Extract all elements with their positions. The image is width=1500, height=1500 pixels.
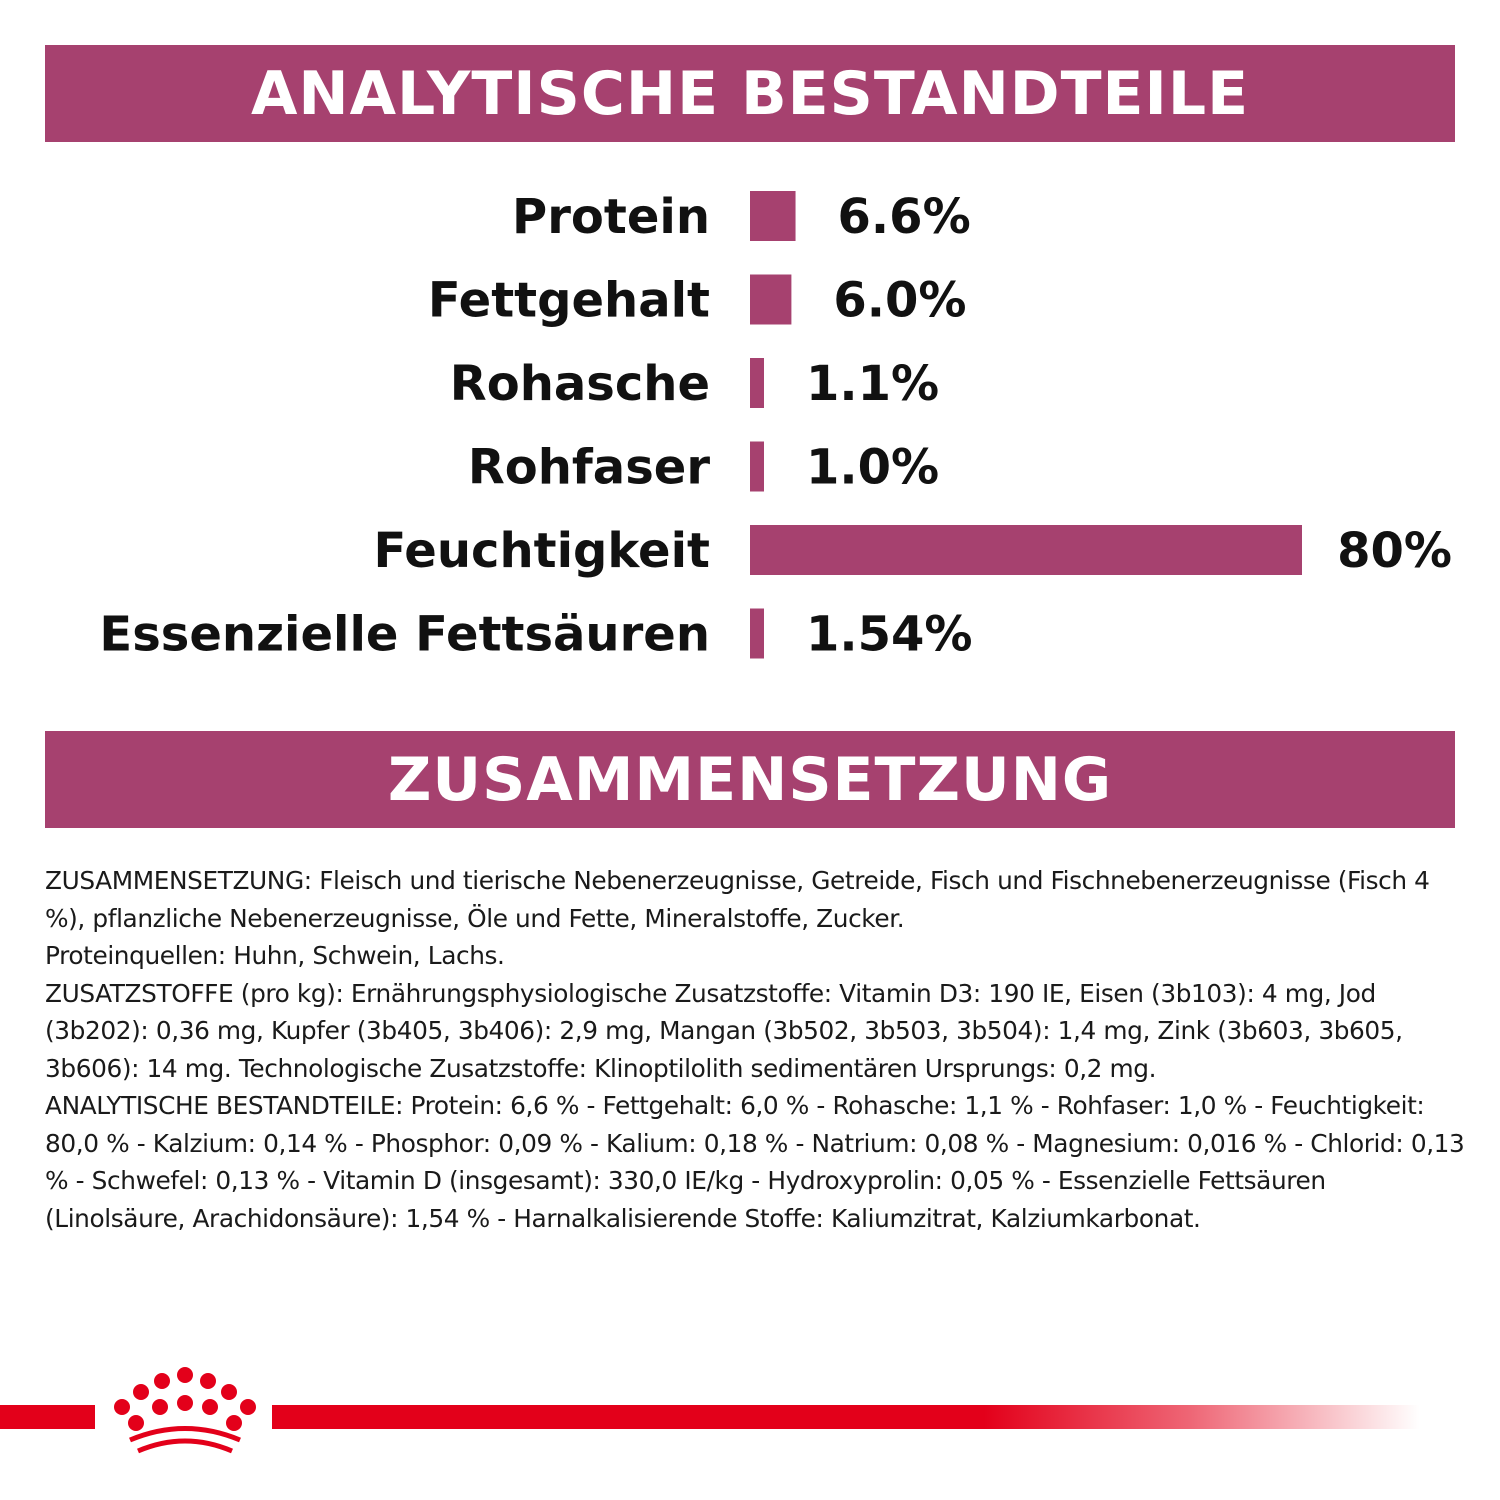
analytical-paragraph: ANALYTISCHE BESTANDTEILE: Protein: 6,6 % - Fettgehalt: 6,0 % - Rohasche: 1,1 % - Rohfaser: 1,0 % - Feuchtigkeit: 80,0 % - Kalzium: 0,14 % - Phosphor: 0,09 % - Kalium: 0,18 % - Natrium: 0,08 % - Magnesium: 0,016 % - Chlorid: 0,13 % - Schwefel: 0,13 % - Vitamin D (insgesamt): 330,0 IE/kg - Hydroxyprolin: 0,05 % - Essenzielle Fettsäuren (Linolsäure, Arachidonsäure): 1,54 % - Harnalkalisierende Stoffe: Kaliumzitrat, Kalziumkarbonat. bbox=[45, 1091, 1465, 1233]
value-label: 1.1% bbox=[806, 356, 940, 412]
category-label: Feuchtigkeit bbox=[373, 523, 710, 579]
royal-canin-crown-icon bbox=[100, 1365, 270, 1455]
value-label: 80% bbox=[1337, 523, 1452, 579]
category-label: Essenzielle Fettsäuren bbox=[99, 606, 710, 663]
value-label: 6.6% bbox=[837, 189, 971, 245]
protein-sources-paragraph: Proteinquellen: Huhn, Schwein, Lachs. bbox=[45, 941, 505, 970]
category-label: Rohasche bbox=[449, 356, 710, 412]
bar bbox=[750, 609, 764, 659]
bar bbox=[750, 442, 764, 492]
value-label: 6.0% bbox=[833, 272, 967, 329]
value-label: 1.0% bbox=[806, 439, 940, 496]
additives-paragraph: ZUSATZSTOFFE (pro kg): Ernährungsphysiologische Zusatzstoffe: Vitamin D3: 190 IE, Eisen (3b103): 4 mg, Jod (3b202): 0,36 mg, Kupfer (3b405, 3b406): 2,9 mg, Mangan (3b502, 3b503, 3b504): 1,4 mg, Zink (3b603, 3b605, 3b606): 14 mg. Technologische Zusatzstoffe: Klinoptilolith sedimentären Ursprungs: 0,2 mg. bbox=[45, 978, 1403, 1083]
nutrient-bar-chart bbox=[0, 0, 1500, 700]
category-label: Rohfaser bbox=[467, 439, 710, 496]
bar bbox=[750, 525, 1302, 575]
footer-line-right bbox=[272, 1405, 1420, 1429]
composition-title: ZUSAMMENSETZUNG bbox=[387, 744, 1113, 815]
footer-line-left bbox=[0, 1405, 95, 1429]
composition-paragraph: ZUSAMMENSETZUNG: Fleisch und tierische Nebenerzeugnisse, Getreide, Fisch und Fischnebenerzeugnisse (Fisch 4 %), pflanzliche Nebenerzeugnisse, Öle und Fette, Mineralstoffe, Zucker. bbox=[45, 866, 1430, 933]
value-label: 1.54% bbox=[806, 606, 973, 663]
bar bbox=[750, 358, 764, 408]
category-label: Protein bbox=[512, 189, 710, 245]
composition-banner bbox=[45, 731, 1455, 828]
analytical-constituents-title: ANALYTISCHE BESTANDTEILE bbox=[250, 58, 1250, 129]
bar bbox=[750, 275, 791, 325]
composition-text bbox=[45, 862, 1465, 1237]
bar bbox=[750, 191, 796, 241]
category-label: Fettgehalt bbox=[427, 272, 710, 329]
